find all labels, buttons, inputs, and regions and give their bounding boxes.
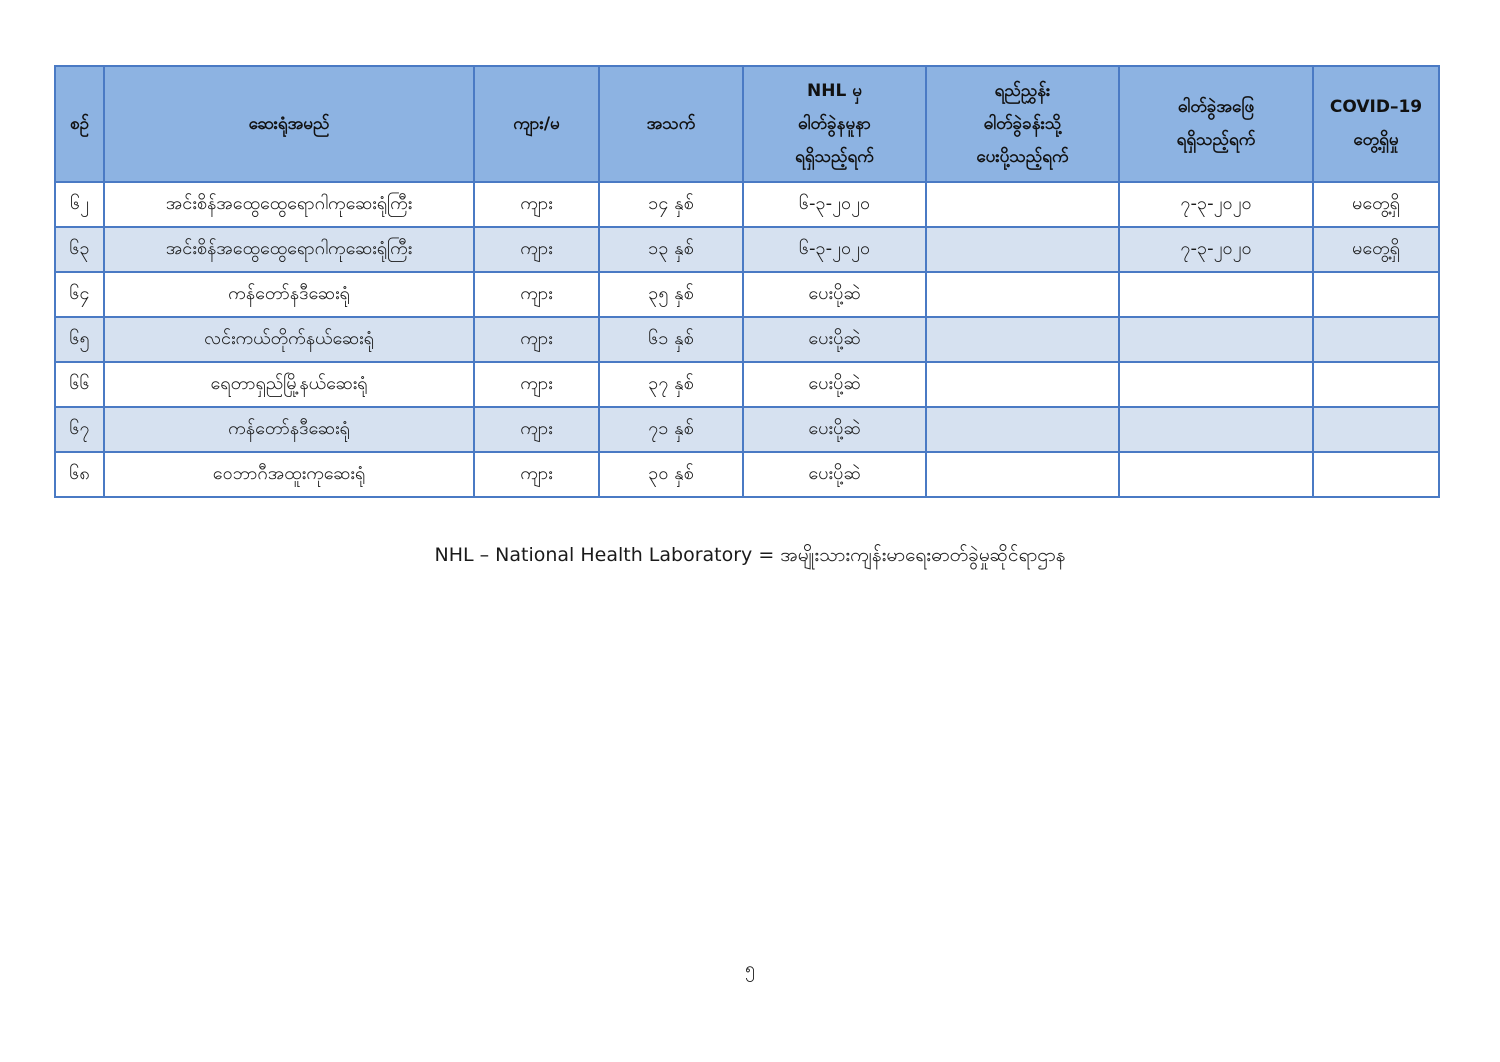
footnote: NHL – National Health Laboratory = အမျိုးသားကျန်းမာရေးဓာတ်ခွဲမှုဆိုင်ရာဌာန	[434, 544, 1066, 566]
cell-no: ၆၆	[55, 362, 104, 407]
cell-hospital: လင်းကယ်တိုက်နယ်ဆေးရုံ	[104, 317, 474, 362]
test-results-table	[54, 65, 1440, 498]
table-row	[55, 272, 1439, 317]
cell-covid-detected: မတွေ့ရှိ	[1313, 182, 1439, 227]
cell-age: ၆၁ နှစ်	[599, 317, 743, 362]
table-row	[55, 407, 1439, 452]
header-row	[55, 66, 1439, 182]
cell-age: ၁၃ နှစ်	[599, 227, 743, 272]
cell-age: ၃၀ နှစ်	[599, 452, 743, 497]
header-covid-detected: COVID–19 တွေ့ရှိမှု	[1313, 66, 1439, 182]
header-nhl-sample-date: NHL မှ ဓါတ်ခွဲနမူနာ ရရှိသည့်ရက်	[743, 66, 926, 182]
table-header	[55, 66, 1439, 182]
cell-nhl-sample-date: ပေးပို့ဆဲ	[743, 407, 926, 452]
cell-gender: ကျား	[474, 452, 599, 497]
cell-gender: ကျား	[474, 317, 599, 362]
cell-result-date	[1119, 452, 1313, 497]
cell-age: ၃၅ နှစ်	[599, 272, 743, 317]
cell-covid-detected	[1313, 362, 1439, 407]
cell-gender: ကျား	[474, 272, 599, 317]
cell-result-date: ၇-၃-၂၀၂၀	[1119, 227, 1313, 272]
cell-gender: ကျား	[474, 182, 599, 227]
cell-result-date	[1119, 407, 1313, 452]
cell-age: ၃၇ နှစ်	[599, 362, 743, 407]
cell-gender: ကျား	[474, 227, 599, 272]
cell-no: ၆၂	[55, 182, 104, 227]
cell-age: ၇၁ နှစ်	[599, 407, 743, 452]
cell-gender: ကျား	[474, 362, 599, 407]
cell-nhl-sample-date: ပေးပို့ဆဲ	[743, 272, 926, 317]
cell-lab-sent-date	[926, 227, 1119, 272]
cell-result-date	[1119, 317, 1313, 362]
cell-covid-detected	[1313, 407, 1439, 452]
table-row	[55, 317, 1439, 362]
cell-covid-detected	[1313, 272, 1439, 317]
cell-result-date	[1119, 272, 1313, 317]
cell-nhl-sample-date: ပေးပို့ဆဲ	[743, 317, 926, 362]
cell-hospital: အင်းစိန်အထွေထွေရောဂါကုဆေးရုံကြီး	[104, 227, 474, 272]
cell-gender: ကျား	[474, 407, 599, 452]
header-result-date: ဓါတ်ခွဲအဖြေ ရရှိသည့်ရက်	[1119, 66, 1313, 182]
header-lab-sent-date: ရည်ညွှန်း ဓါတ်ခွဲခန်းသို့ ပေးပို့သည့်ရက်	[926, 66, 1119, 182]
cell-nhl-sample-date: ပေးပို့ဆဲ	[743, 452, 926, 497]
cell-covid-detected: မတွေ့ရှိ	[1313, 227, 1439, 272]
cell-nhl-sample-date: ၆-၃-၂၀၂၀	[743, 182, 926, 227]
cell-no: ၆၅	[55, 317, 104, 362]
cell-result-date: ၇-၃-၂၀၂၀	[1119, 182, 1313, 227]
cell-lab-sent-date	[926, 317, 1119, 362]
header-gender: ကျား/မ	[474, 66, 599, 182]
header-age: အသက်	[599, 66, 743, 182]
cell-lab-sent-date	[926, 182, 1119, 227]
cell-no: ၆၇	[55, 407, 104, 452]
cell-lab-sent-date	[926, 362, 1119, 407]
cell-nhl-sample-date: ၆-၃-၂၀၂၀	[743, 227, 926, 272]
cell-hospital: ကန်တော်နဒီဆေးရုံ	[104, 272, 474, 317]
cell-nhl-sample-date: ပေးပို့ဆဲ	[743, 362, 926, 407]
header-hospital: ဆေးရုံအမည်	[104, 66, 474, 182]
cell-no: ၆၈	[55, 452, 104, 497]
cell-hospital: အင်းစိန်အထွေထွေရောဂါကုဆေးရုံကြီး	[104, 182, 474, 227]
table-row	[55, 362, 1439, 407]
cell-age: ၁၄ နှစ်	[599, 182, 743, 227]
cell-hospital: ကန်တော်နဒီဆေးရုံ	[104, 407, 474, 452]
header-no: စဉ်	[55, 66, 104, 182]
table-row	[55, 227, 1439, 272]
page-number: ၅	[744, 958, 756, 979]
cell-lab-sent-date	[926, 407, 1119, 452]
table-row	[55, 452, 1439, 497]
cell-no: ၆၄	[55, 272, 104, 317]
cell-lab-sent-date	[926, 452, 1119, 497]
table-row	[55, 182, 1439, 227]
cell-hospital: ရေတာရှည်မြို့နယ်ဆေးရုံ	[104, 362, 474, 407]
table-body	[55, 182, 1439, 497]
cell-lab-sent-date	[926, 272, 1119, 317]
cell-no: ၆၃	[55, 227, 104, 272]
cell-hospital: ဝေဘာဂီအထူးကုဆေးရုံ	[104, 452, 474, 497]
cell-result-date	[1119, 362, 1313, 407]
cell-covid-detected	[1313, 317, 1439, 362]
cell-covid-detected	[1313, 452, 1439, 497]
